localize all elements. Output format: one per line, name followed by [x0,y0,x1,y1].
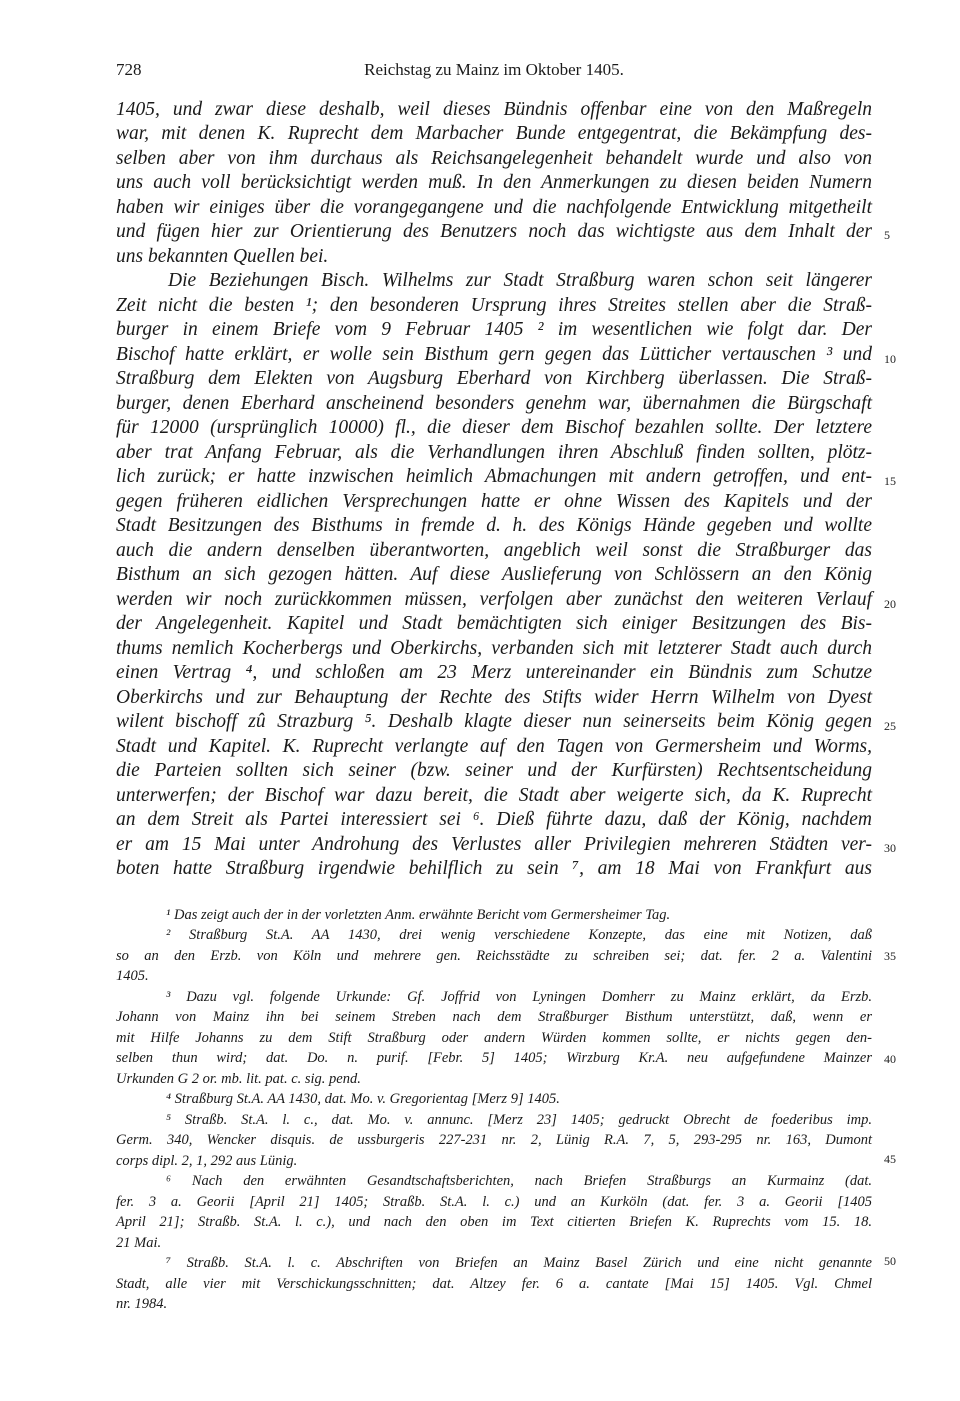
line-number: 40 [884,1052,896,1066]
body-line: und fügen hier zur Orientierung des Benutzers noch das wichtigste aus dem Inhalt der [116,221,872,242]
footnote-line: fer. 3 a. Georii [April 21] 1405; Straßb. St.A. l. c.) und an Kurköln (dat. fer. 3 a. Georii [1405 [116,1194,872,1210]
footnote-line: 21 Mai. [116,1235,162,1251]
line-number: 35 [884,949,896,963]
body-line: Stadt und Kapitel. K. Ruprecht verlangte auf den Tagen von Germersheim und Worms, [116,736,872,757]
footnote-line: ⁶ Nach den erwähnten Gesandtschaftsberichten, nach Briefen Straßburgs an Kurmainz (dat. [166,1173,872,1189]
page-number: 728 [116,60,142,79]
body-line: auch die andern denselben überantworten, angeblich weil sonst die Straßburger das [116,540,872,561]
footnote-line: ⁷ Straßb. St.A. l. c. Abschriften von Briefen an Mainz Basel Zürich und eine nicht genannte [166,1255,872,1271]
body-line: der Angelegenheit. Kapitel und Stadt bemächtigten sich einiger Besitzungen des Bis- [116,613,872,634]
body-line: werden wir noch zurückkommen müssen, verfolgen aber zunächst den weiteren Verlauf [116,589,872,610]
body-line: boten hatte Straßburg irgendwie behilflich zu sein ⁷, am 18 Mai von Frankfurt aus [116,858,872,879]
body-line: für 12000 (ursprünglich 10000) fl., die dieser dem Bischof bezahlen sollte. Der letztere [116,417,872,438]
body-line: Oberkirchs und zur Behauptung der Rechte des Stifts wider Herrn Wilhelm von Dyest [116,687,872,708]
running-title: Reichstag zu Mainz im Oktober 1405. [364,60,624,79]
body-line: die Parteien sollten sich seiner (bzw. seiner und der Kurfürsten) Rechtsentscheidung [116,760,872,781]
body-line: burger, denen Eberhard anscheinend besonders genehm war, übernahmen die Bürgschaft [116,393,872,414]
body-line: Bischof hatte erklärt, er wolle sein Bisthum gern gegen das Lütticher vertauschen ³ und [116,344,872,365]
footnote-line: 1405. [116,968,149,984]
body-line: uns auch voll berücksichtigt werden muß. In den Anmerkungen zu diesen beiden Numern [116,172,872,193]
body-line: haben wir einiges über die vorangegangene und die nachfolgende Entwicklung mitgetheilt [116,197,872,218]
footnote-line: Johann von Mainz ihn bei seinem Streben nach dem Straßburger Bisthum unterstützt, daß, wenn er [116,1009,872,1025]
body-line: 1405, und zwar diese deshalb, weil dieses Bündnis offenbar eine von den Maßregeln [116,99,872,120]
body-line: Straßburg dem Elekten von Augsburg Eberhard von Kirchberg überlassen. Die Straß- [116,368,872,389]
line-number: 45 [884,1152,896,1166]
body-line: Stadt Besitzungen des Bisthums in fremde d. h. des Königs Hände gegeben und wollte [116,515,872,536]
body-line: gegen früheren eidlichen Versprechungen hatte er ohne Wissen des Kapitels und der [116,491,872,512]
body-line: Bisthum an sich gezogen hätten. Auf diese Auslieferung von Schlössern an den König [116,564,872,585]
footnote-line: Stadt, alle vier mit Verschickungsschnitten; dat. Altzey fer. 6 a. cantate [Mai 15] 1405. Vgl. Chmel [116,1276,872,1292]
body-line: an dem Streit als Partei interessiert sei ⁶. Dieß führte dazu, daß der König, nachdem [116,809,872,830]
line-number: 25 [884,719,896,733]
body-line: selben aber von ihm durchaus als Reichsangelegenheit behandelt wurde und also von [116,148,872,169]
footnote-line: ² Straßburg St.A. AA 1430, drei wenig verschiedene Konzepte, das eine mit Notizen, daß [166,927,872,943]
line-number: 15 [884,474,896,488]
line-number: 10 [884,352,896,366]
footnote-line: ¹ Das zeigt auch der in der vorletzten Anm. erwähnte Bericht vom Germersheimer Tag. [166,907,671,923]
line-number: 30 [884,841,896,855]
footnote-line: corps dipl. 2, 1, 292 aus Lünig. [116,1153,298,1169]
footnote-line: ⁵ Straßb. St.A. l. c., dat. Mo. v. annunc. [Merz 23] 1405; gedruckt Obrecht de foederibus imp. [166,1112,872,1128]
body-line: uns bekannten Quellen bei. [116,246,329,267]
footnote-line: mit Hilfe Johanns zu dem Stift Straßburg oder andern Würden kommen sollte, er nichts gegen den- [116,1030,872,1046]
footnote-line: so an den Erzb. von Köln und mehrere gen. Reichsstädte zu schreiben sei; dat. fer. 2 a. Valentini [116,948,872,964]
line-number: 50 [884,1254,896,1268]
body-line: Zeit nicht die besten ¹; den besonderen Ursprung ihres Streites stellen aber die Straß- [116,295,872,316]
footnote-line: nr. 1984. [116,1296,168,1312]
footnote-line: Germ. 340, Wencker disquis. de ussburgeris 227-231 nr. 2, Lünig R.A. 7, 5, 293-295 nr. 163, Dumont [116,1132,872,1148]
body-line: er am 15 Mai unter Androhung des Verlustes aller Privilegien mehreren Städten ver- [116,834,872,855]
footnote-line: selben thun wird; dat. Do. n. purif. [Febr. 5] 1405; Wirzburg Kr.A. neu aufgefundene Mainzer [116,1050,872,1066]
body-line: unterwerfen; der Bischof war dazu bereit, die Stadt aber weigerte sich, da K. Ruprecht [116,785,872,806]
footnote-line: Urkunden G 2 or. mb. lit. pat. c. sig. pend. [116,1071,361,1087]
body-line: thums nemlich Kocherbergs und Oberkirchs, verbanden sich mit letzterer Stadt auch durch [116,638,872,659]
page-header [116,60,872,86]
body-line: einen Vertrag ⁴, und schloßen am 23 Merz untereinander ein Bündnis zum Schutze [116,662,872,683]
footnote-line: ⁴ Straßburg St.A. AA 1430, dat. Mo. v. Gregorientag [Merz 9] 1405. [166,1091,560,1107]
body-line: lich zurück; er hatte inzwischen heimlich Abmachungen mit andern getroffen, und ent- [116,466,872,487]
body-line: aber trat Anfang Februar, als die Verhandlungen ihren Abschluß finden sollten, plötz- [116,442,872,463]
body-line: war, mit denen K. Ruprecht dem Marbacher Bunde entgegentrat, die Bekämpfung des- [116,123,872,144]
body-line: Die Beziehungen Bisch. Wilhelms zur Stadt Straßburg waren schon seit längerer [168,270,872,291]
footnote-line: ³ Dazu vgl. folgende Urkunde: Gf. Joffrid von Lyningen Domherr zu Mainz erklärt, da Erzb. [166,989,872,1005]
footnote-line: April 21]; Straßb. St.A. l. c.), und nach den oben im Text citierten Briefen K. Ruprechts vom 15. 18. [116,1214,872,1230]
body-line: burger in einem Briefe vom 9 Februar 1405 ² im wesentlichen wie folgt dar. Der [116,319,872,340]
line-number: 5 [884,228,890,242]
body-line: wilent bischoff zû Strazburg ⁵. Deshalb klagte dieser nun seinerseits beim König gegen [116,711,872,732]
line-number: 20 [884,597,896,611]
